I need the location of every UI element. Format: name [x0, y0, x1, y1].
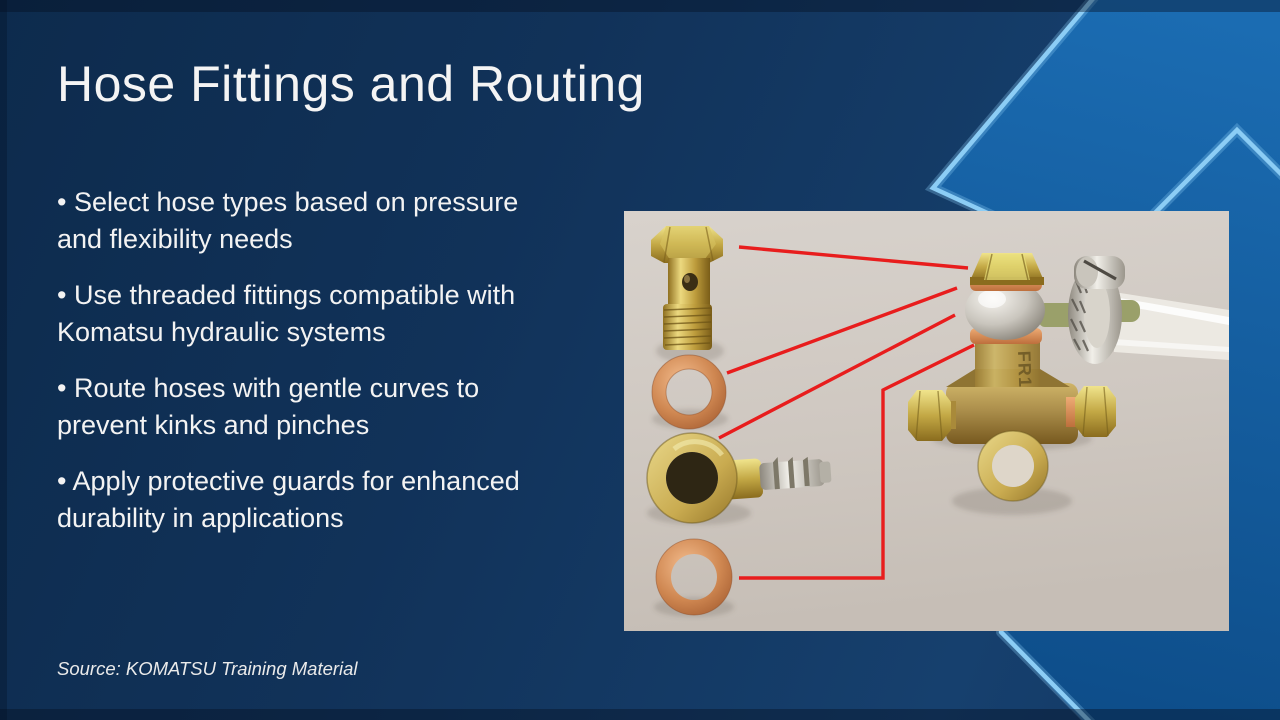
bullet-item: • Route hoses with gentle curves to prevent kinks and pinches: [57, 373, 480, 440]
bullet-item: • Apply protective guards for enhanced durability in applications: [57, 466, 520, 533]
source-note: Source: KOMATSU Training Material: [57, 658, 358, 679]
bullet-item: • Use threaded fittings compatible with Komatsu hydraulic systems: [57, 280, 516, 347]
frame-left: [0, 0, 7, 720]
clamp-screw: [1074, 256, 1125, 289]
fr1-stamp: FR1: [1014, 350, 1036, 389]
frame-bottom: [0, 709, 1280, 720]
fittings-photo-canvas: [624, 211, 1229, 631]
bullet-item: • Select hose types based on pressure and flexibility needs: [57, 187, 519, 254]
valve-top-nut: [970, 253, 1044, 285]
fittings-photo: [624, 211, 1229, 631]
bullet-list: [57, 184, 557, 556]
valve-bottom-ring: [978, 431, 1048, 501]
valve-vertical-body: [975, 337, 1040, 388]
slide-title: Hose Fittings and Routing: [57, 56, 645, 112]
frame-top: [0, 0, 1280, 12]
